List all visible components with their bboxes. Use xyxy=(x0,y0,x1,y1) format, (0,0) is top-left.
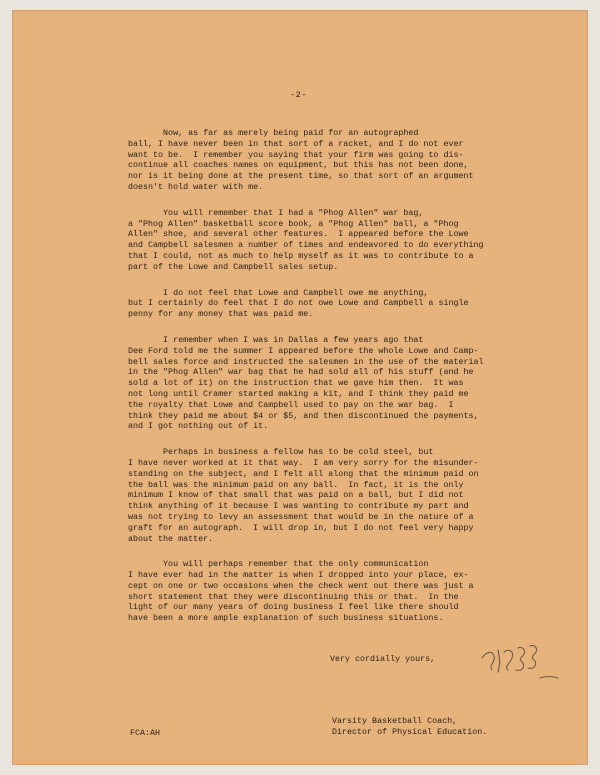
text-line: was not trying to levy an assessment that would be in the nature of a xyxy=(128,511,474,522)
signature-block xyxy=(332,716,487,738)
text-line: have been a more ample explanation of such business situations. xyxy=(128,613,444,624)
text-line: doesn't hold water with me. xyxy=(128,181,264,192)
paragraph-6 xyxy=(128,559,548,624)
text-line: I have ever had in the matter is when I dropped into your place, ex- xyxy=(128,570,469,581)
paragraph-5 xyxy=(128,447,548,544)
text-line: continue all coaches names on equipment, but this has not been done, xyxy=(128,160,469,171)
text-line: a "Phog Allen" basketball score book, a "Phog Allen" ball, a "Phog xyxy=(128,218,459,229)
text-line: think anything of it because I was wanting to contribute my part and xyxy=(128,501,469,512)
text-line: that I could, not as much to help myself as it was to contribute to a xyxy=(128,250,474,261)
text-line: and I got nothing out of it. xyxy=(128,421,269,432)
page-number: -2- xyxy=(290,90,307,100)
text-line: Dee Ford told me the summer I appeared before the whole Lowe and Camp- xyxy=(128,345,479,356)
paragraph-4 xyxy=(128,335,548,432)
text-line: the royalty that Lowe and Campbell used to pay on the war bag. I xyxy=(128,399,454,410)
handwritten-pencil-note xyxy=(452,638,562,698)
text-line: You will perhaps remember that the only communication xyxy=(128,559,429,570)
text-line: sold a lot of it) on the instruction that we gave him then. It was xyxy=(128,378,464,389)
text-line: not long until Cramer started making a kit, and I think they paid me xyxy=(128,388,469,399)
text-line: Now, as far as merely being paid for an autographed xyxy=(128,128,419,138)
text-line: the ball was the minimum paid on any ball. In fact, it is the only xyxy=(128,479,464,490)
signature-title-1: Varsity Basketball Coach, xyxy=(332,716,458,726)
typist-initials: FCA:AH xyxy=(130,728,161,738)
text-line: short statement that they were discontinuing this or that. In the xyxy=(128,591,459,602)
paragraph-2 xyxy=(128,208,548,273)
text-line: bell sales force and instructed the salesmen in the use of the material xyxy=(128,356,484,367)
text-line: penny for any money that was paid me. xyxy=(128,309,314,320)
signature-title-2: Director of Physical Education. xyxy=(332,726,488,737)
text-line: I have never worked at it that way. I am very sorry for the misunder- xyxy=(128,457,479,468)
letter-body xyxy=(128,128,548,639)
text-line: light of our many years of doing business I feel like there should xyxy=(128,602,459,613)
text-line: You will remember that I had a "Phog Allen" war bag, xyxy=(128,207,424,218)
text-line: think they paid me about $4 or $5, and then discontinued the payments, xyxy=(128,410,479,421)
text-line: part of the Lowe and Campbell sales setup. xyxy=(128,261,339,272)
letter-page xyxy=(12,10,588,765)
text-line: ball, I have never been in that sort of a racket, and I do not ever xyxy=(128,138,464,149)
text-line: nor is it being done at the present time, so that sort of an argument xyxy=(128,171,474,182)
text-line: standing on the subject, and I felt all along that the minimum paid on xyxy=(128,468,479,479)
text-line: I do not feel that Lowe and Campbell owe me anything, xyxy=(128,287,429,298)
text-line: about the matter. xyxy=(128,533,214,544)
closing-salutation: Very cordially yours, xyxy=(330,654,436,664)
text-line: but I certainly do feel that I do not owe Lowe and Campbell a single xyxy=(128,298,469,309)
text-line: Perhaps in business a fellow has to be cold steel, but xyxy=(128,447,434,458)
text-line: graft for an autograph. I will drop in, but I do not feel very happy xyxy=(128,522,474,533)
paragraph-1 xyxy=(128,128,548,193)
text-line: minimum I know of that small that was paid on a ball, but I did not xyxy=(128,490,464,501)
text-line: want to be. I remember you saying that your firm was going to dis- xyxy=(128,149,464,160)
paragraph-3 xyxy=(128,288,548,320)
text-line: I remember when I was in Dallas a few years ago that xyxy=(128,334,424,345)
text-line: Allen" shoe, and several other features. I appeared before the Lowe xyxy=(128,229,469,240)
text-line: cept on one or two occasions when the check went out there was just a xyxy=(128,580,474,591)
text-line: and Campbell salesmen a number of times and endeavored to do everything xyxy=(128,240,484,251)
text-line: in the "Phog Allen" war bag that he had sold all of his stuff (and he xyxy=(128,367,474,378)
